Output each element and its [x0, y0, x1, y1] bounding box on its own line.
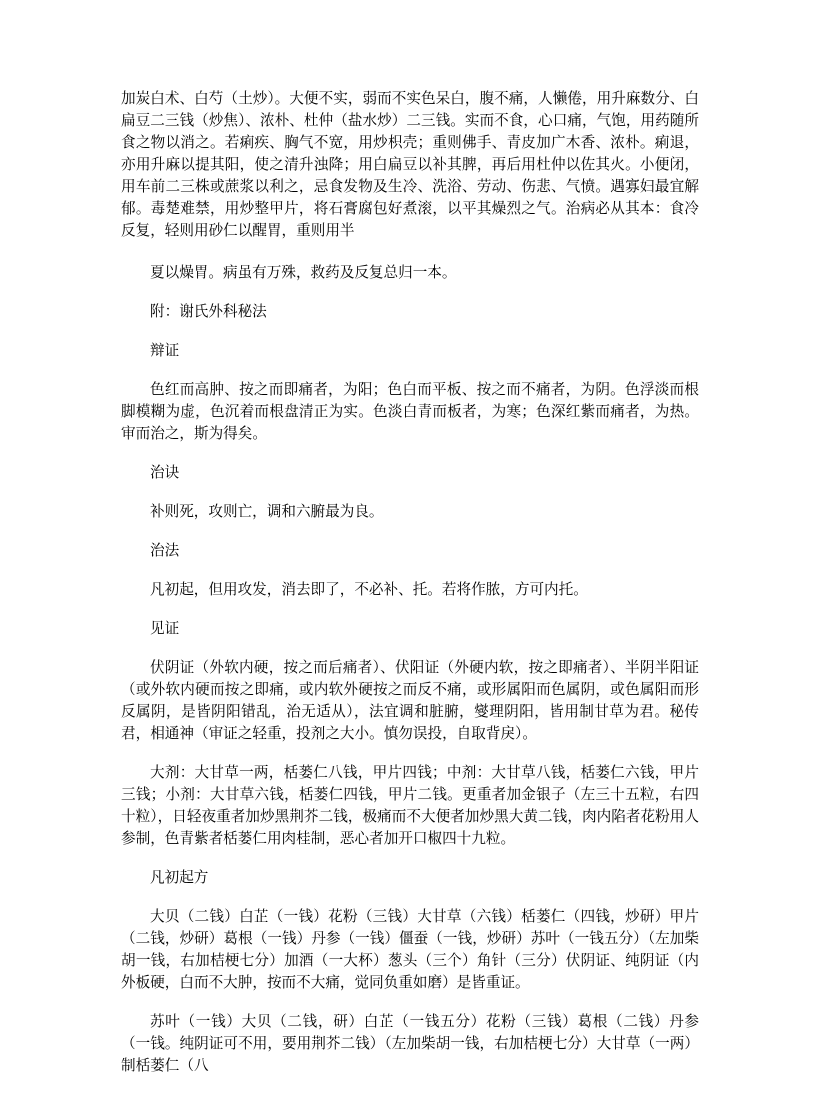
section-heading: 见证 — [150, 620, 180, 637]
section-heading: 附：谢氏外科秘法 — [150, 303, 267, 320]
document-page — [121, 88, 699, 1094]
section-heading: 治诀 — [150, 464, 180, 481]
paragraph: 大贝（二钱）白芷（一钱）花粉（三钱）大甘草（六钱）栝蒌仁（四钱，炒研）甲片（二钱，炒研）葛根（一钱）丹参（一钱）僵蚕（一钱，炒研）苏叶（一钱五分）（左加柴胡一钱，右加桔梗七分）加酒（一大杯）葱头（三个）角针（三分）伏阴证、纯阴证（内外板硬，白而不大肿，按而不大痛，觉同负重如磨）是皆重证。 — [121, 908, 699, 991]
paragraph: 伏阴证（外软内硬，按之而后痛者）、伏阳证（外硬内软，按之即痛者）、半阴半阳证（或外软内硬而按之即痛，或内软外硬按之而反不痛，或形属阳而色属阴，或色属阳而形反属阴，是皆阴阳错乱，治无适从），法宜调和脏腑，燮理阴阳，皆用制甘草为君。秘传君，相通神（审证之轻重，投剂之大小。慎勿误投，自取背戾）。 — [121, 659, 699, 742]
paragraph: 色红而高肿、按之而即痛者，为阳；色白而平板、按之而不痛者，为阴。色浮淡而根脚模糊为虚，色沉着而根盘清正为实。色淡白青而板者，为寒；色深红紫而痛者，为热。审而治之，斯为得矣。 — [121, 381, 699, 442]
section-heading: 凡初起方 — [150, 869, 209, 886]
paragraph: 夏以燥胃。病虽有万殊，救药及反复总归一本。 — [150, 264, 457, 281]
paragraph: 苏叶（一钱）大贝（二钱，研）白芷（一钱五分）花粉（三钱）葛根（二钱）丹参（一钱。纯阴证可不用，要用荆芥二钱）（左加柴胡一钱，右加桔梗七分）大甘草（一两）制栝蒌仁（八 — [121, 1013, 699, 1074]
paragraph: 凡初起，但用攻发，消去即了，不必补、托。若将作脓，方可内托。 — [150, 581, 588, 598]
paragraph: 大剂：大甘草一两，栝蒌仁八钱，甲片四钱；中剂：大甘草八钱，栝蒌仁六钱，甲片三钱；小剂：大甘草六钱，栝蒌仁四钱，甲片二钱。更重者加金银子（左三十五粒，右四十粒），日轻夜重者加炒黑荆芥二钱，极痛而不大便者加炒黑大黄二钱，肉内陷者花粉用人参制，色青紫者栝蒌仁用肉桂制，恶心者加开口椒四十九粒。 — [121, 764, 699, 847]
paragraph: 补则死，攻则亡，调和六腑最为良。 — [150, 503, 384, 520]
paragraph-continued: 加炭白术、白芍（土炒）。大便不实，弱而不实色呆白，腹不痛，人懒倦，用升麻数分、白扁豆二三钱（炒焦）、浓朴、杜仲（盐水炒）二三钱。实而不食，心口痛，气饱，用药随所食之物以消之。若痢疾、胸气不宽，用炒枳壳；重则佛手、青皮加广木香、浓朴。痢退，亦用升麻以提其阳，使之清升浊降；用白扁豆以补其脾，再后用杜仲以佐其火。小便闭，用车前二三株或蔗浆以利之，忌食发物及生冷、洗浴、劳动、伤悲、气愤。遇寡妇最宜解郁。毒楚难禁，用炒整甲片，将石膏腐包好煮滚，以平其燥烈之气。治病必从其本：食冷反复，轻则用砂仁以醒胃，重则用半 — [121, 90, 699, 239]
section-heading: 辩证 — [150, 342, 180, 359]
section-heading: 治法 — [150, 542, 180, 559]
